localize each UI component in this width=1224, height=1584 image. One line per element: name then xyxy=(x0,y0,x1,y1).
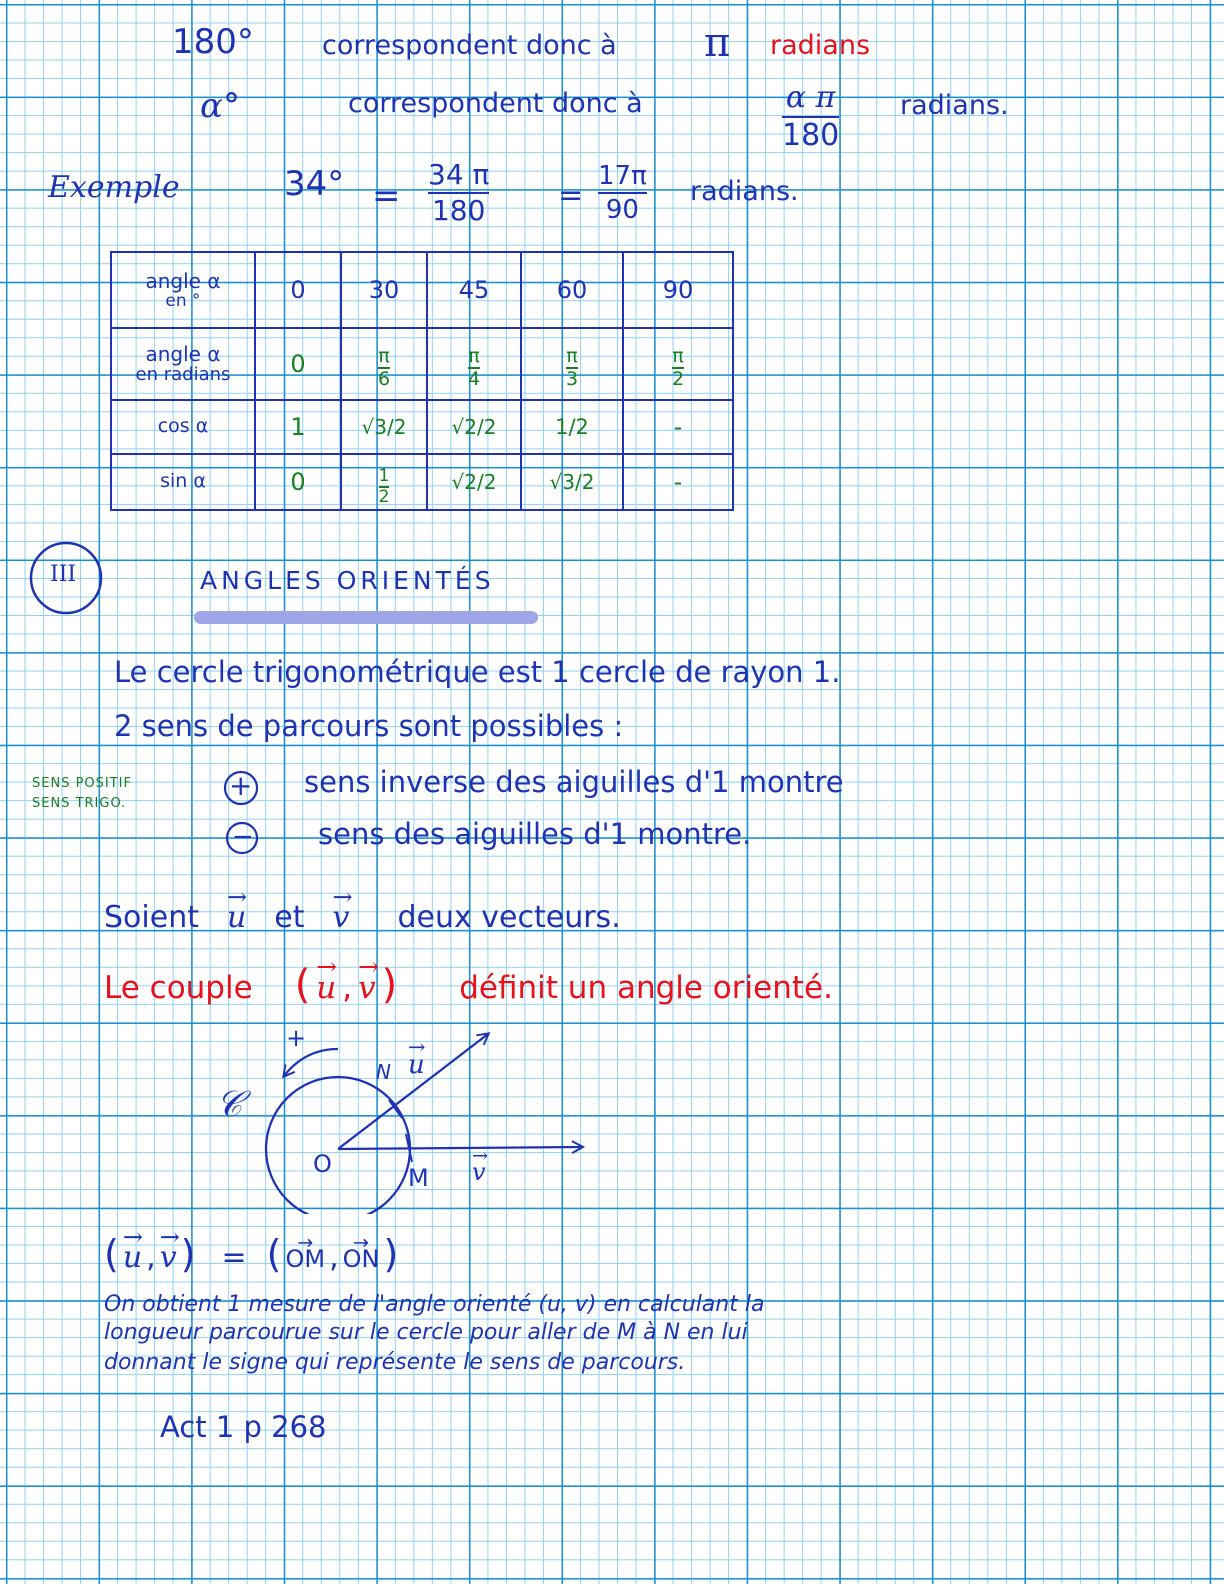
fraction xyxy=(467,344,481,390)
vector-u: → u xyxy=(316,970,336,1006)
note-sens-trigo: SENS TRIGO. xyxy=(32,796,127,811)
table-cell: √3/2 xyxy=(521,454,623,510)
table-cell xyxy=(341,454,427,510)
figure-m-label: M xyxy=(408,1164,429,1192)
fraction-numerator: 17π xyxy=(598,161,647,191)
fraction-denominator: 4 xyxy=(467,367,481,390)
paren-open: ( xyxy=(104,1232,119,1276)
orientation-arc-arrow xyxy=(284,1049,338,1076)
unit-circle xyxy=(266,1077,410,1214)
angle-values-table xyxy=(110,251,734,511)
body-line-circle-definition: Le cercle trigonométrique est 1 cercle de rayon 1. xyxy=(114,655,841,689)
fraction-numerator: π xyxy=(672,344,684,367)
figure-o-label: O xyxy=(313,1150,332,1178)
et-text: et xyxy=(274,900,305,935)
fraction-numerator: π xyxy=(378,344,390,367)
vector-equality xyxy=(104,1232,398,1276)
row-label-line1: angle α xyxy=(145,269,221,293)
fraction xyxy=(565,344,579,390)
table-cell: √2/2 xyxy=(427,454,521,510)
example-fraction-2 xyxy=(598,162,647,224)
fraction-numerator: π xyxy=(566,344,578,367)
example-label: Exemple xyxy=(48,170,180,205)
vector-v: → v xyxy=(160,1240,177,1275)
minus-sign: − xyxy=(232,822,254,852)
example-equals-2: = xyxy=(558,178,584,213)
paren-open: ( xyxy=(294,962,311,1008)
table-label-cell xyxy=(111,454,255,510)
table-cell: √3/2 xyxy=(341,400,427,454)
table-label-cell xyxy=(111,400,255,454)
section-title: ANGLES ORIENTÉS xyxy=(200,566,495,595)
vector-on: → ON xyxy=(343,1245,380,1273)
measure-line-1: On obtient 1 mesure de l'angle orienté (u, v) en calculant la xyxy=(104,1292,765,1317)
comma: , xyxy=(329,1240,339,1275)
fraction-numerator: 34 π xyxy=(428,158,490,191)
plus-sign: + xyxy=(229,769,253,802)
table-row-cos xyxy=(111,400,733,454)
intro-radians-red: radians xyxy=(770,30,871,61)
body-line-vectors xyxy=(104,900,621,935)
table-row-radians xyxy=(111,328,733,400)
intro-line1-text: correspondent donc à xyxy=(322,30,617,61)
vector-u: → u xyxy=(227,900,246,935)
example-end: radians. xyxy=(690,176,799,207)
figure-v-label: → v xyxy=(472,1158,486,1186)
table-cell: 45 xyxy=(427,252,521,328)
example-degrees: 34° xyxy=(284,164,345,204)
fraction-denominator: 2 xyxy=(671,367,685,390)
body-line-two-directions: 2 sens de parcours sont possibles : xyxy=(114,709,624,743)
fraction-denominator: 2 xyxy=(378,486,390,507)
fraction-denominator: 6 xyxy=(377,367,391,390)
table-cell: 60 xyxy=(521,252,623,328)
fraction-denominator: 90 xyxy=(605,195,639,225)
row-label: cos α xyxy=(157,415,209,437)
fraction-denominator: 180 xyxy=(782,118,840,153)
fraction-denominator: 180 xyxy=(431,194,486,227)
paren-close: ) xyxy=(381,962,398,1008)
soient-text: Soient xyxy=(104,900,199,935)
measure-line-2: longueur parcourue sur le cercle pour aller de M à N en lui xyxy=(104,1320,748,1345)
intro-alpha-degrees: α° xyxy=(200,86,240,126)
paren-close: ) xyxy=(180,1232,196,1276)
table-row-sin xyxy=(111,454,733,510)
table-cell xyxy=(623,328,733,400)
table-row-degrees xyxy=(111,252,733,328)
vector-v-arrow xyxy=(338,1147,582,1149)
figure-plus-label: + xyxy=(286,1024,307,1052)
figure-u-label: → u xyxy=(408,1050,425,1080)
measure-line-3: donnant le signe qui représente le sens de parcours. xyxy=(104,1350,686,1375)
intro-alpha-pi-fraction xyxy=(782,82,839,152)
vector-v: → v xyxy=(358,970,376,1006)
note-sens-positif: SENS POSITIF xyxy=(32,776,132,791)
table-cell: 90 xyxy=(623,252,733,328)
table-cell: 30 xyxy=(341,252,427,328)
fraction-numerator: 1 xyxy=(378,465,390,486)
table-cell xyxy=(341,328,427,400)
comma: , xyxy=(146,1240,156,1275)
fraction xyxy=(377,344,391,390)
body-line-oriented-angle xyxy=(104,962,833,1008)
table-cell: 0 xyxy=(255,328,341,400)
table-cell: 0 xyxy=(255,454,341,510)
fraction xyxy=(671,344,685,390)
intro-line2-text: correspondent donc à xyxy=(348,88,643,119)
fraction-denominator: 3 xyxy=(565,367,579,390)
equals-sign: = xyxy=(221,1240,247,1275)
vector-v: → v xyxy=(333,900,350,935)
section-title-highlight xyxy=(194,611,538,624)
row-label-line2: en radians xyxy=(135,364,231,385)
comma: , xyxy=(342,970,353,1006)
example-fraction-1 xyxy=(428,160,489,226)
table-cell xyxy=(427,328,521,400)
figure-n-label: N xyxy=(376,1060,391,1084)
vector-u: → u xyxy=(123,1240,142,1275)
vector-om: → OM xyxy=(285,1245,325,1273)
table-cell: 1/2 xyxy=(521,400,623,454)
row-label: sin α xyxy=(160,470,206,492)
intro-pi-symbol: π xyxy=(704,20,731,66)
fraction-bar xyxy=(598,192,647,194)
fraction xyxy=(378,465,390,507)
intro-line2-end: radians. xyxy=(900,90,1009,121)
fraction-numerator: π xyxy=(468,344,480,367)
table-label-cell xyxy=(111,328,255,400)
activity-reference: Act 1 p 268 xyxy=(160,1410,327,1444)
couple-text: Le couple xyxy=(104,970,253,1006)
row-label-line1: angle α xyxy=(145,342,221,366)
intro-degrees-180: 180° xyxy=(172,22,254,62)
paren-open: ( xyxy=(266,1232,282,1276)
section-numeral: III xyxy=(50,562,77,587)
table-cell: 0 xyxy=(255,252,341,328)
table-cell xyxy=(521,328,623,400)
example-equals-1: = xyxy=(372,176,401,216)
body-line-positive-direction: sens inverse des aiguilles d'1 montre xyxy=(304,765,844,799)
fraction-numerator: α π xyxy=(785,80,836,115)
table-cell: - xyxy=(623,454,733,510)
soient-end-text: deux vecteurs. xyxy=(397,900,621,935)
table-label-cell xyxy=(111,252,255,328)
paren-close: ) xyxy=(383,1232,399,1276)
table-cell: 1 xyxy=(255,400,341,454)
table-cell: - xyxy=(623,400,733,454)
row-label-line2: en ° xyxy=(165,291,201,311)
body-line-negative-direction: sens des aiguilles d'1 montre. xyxy=(318,817,752,851)
figure-circle-label: 𝒞 xyxy=(216,1084,243,1125)
table-cell: √2/2 xyxy=(427,400,521,454)
couple-end-text: définit un angle orienté. xyxy=(459,970,833,1006)
